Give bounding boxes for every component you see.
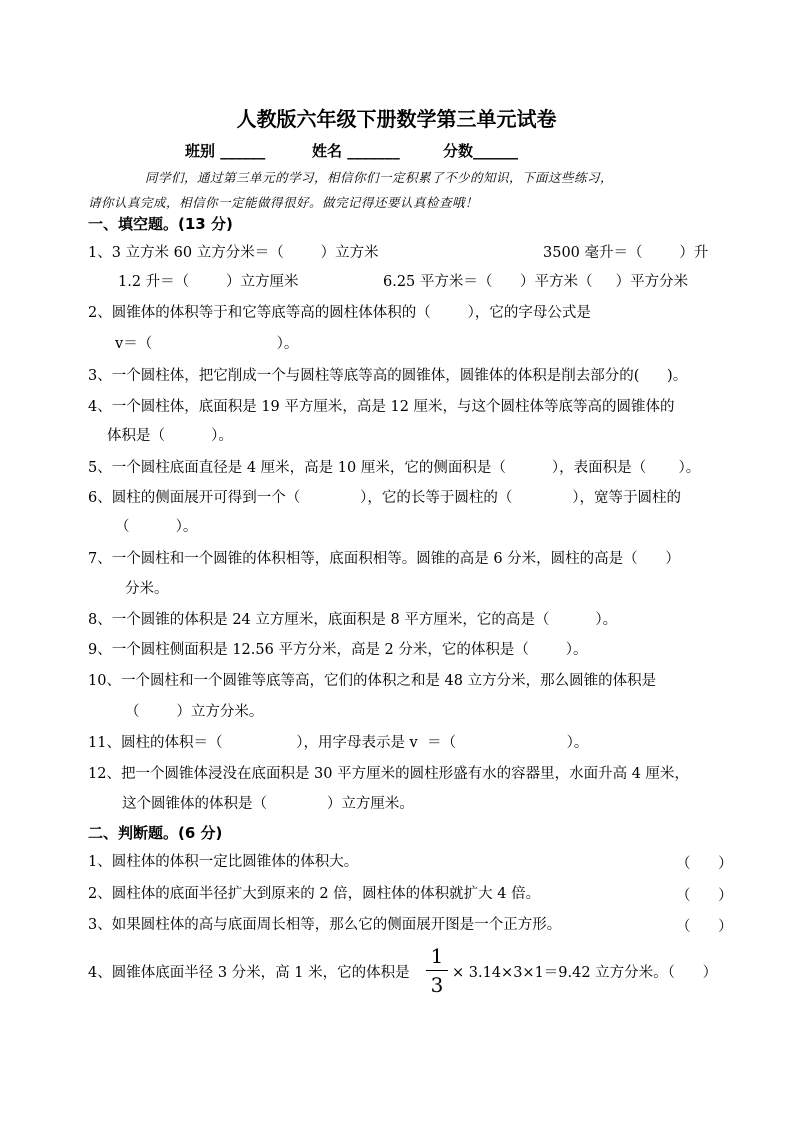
judge-question-4-prefix: 4、圆锥体底面半径 3 分米，高 1 米，它的体积是 (88, 965, 410, 981)
question-1c: 1.2 升＝（ ）立方厘米 (118, 274, 299, 290)
judge-question-4-suffix: × 3.14×3×1＝9.42 立方分米。（ ） (452, 965, 718, 981)
page-title: 人教版六年级下册数学第三单元试卷 (236, 107, 557, 131)
name-field-label: 姓名 _______ (312, 142, 400, 160)
question-4a: 4、一个圆柱体，底面积是 19 平方厘米，高是 12 厘米，与这个圆柱体等底等高的圆锥体的 (88, 399, 675, 415)
question-4b: 体积是（ ）。 (107, 428, 233, 444)
fraction-bar (426, 970, 448, 971)
question-12b: 这个圆锥体的体积是（ ）立方厘米。 (122, 796, 414, 812)
judge-answer-1[interactable]: （ ） (676, 856, 733, 872)
question-12a: 12、把一个圆锥体浸没在底面积是 30 平方厘米的圆柱形盛有水的容器里，水面升高 4 厘米， (88, 766, 690, 782)
judge-question-2: 2、圆柱体的底面半径扩大到原来的 2 倍，圆柱体的体积就扩大 4 倍。 (88, 886, 541, 902)
question-2a: 2、圆锥体的体积等于和它等底等高的圆柱体体积的（ ），它的字母公式是 (88, 305, 591, 321)
question-1b: 3500 毫升＝（ ）升 (543, 245, 709, 261)
question-6a: 6、圆柱的侧面展开可得到一个（ ），它的长等于圆柱的（ ），宽等于圆柱的 (88, 490, 682, 506)
judge-question-1: 1、圆柱体的体积一定比圆锥体的体积大。 (88, 854, 359, 870)
section-true-false-heading: 二、判断题。(6 分) (88, 824, 223, 842)
question-5: 5、一个圆柱底面直径是 4 厘米，高是 10 厘米，它的侧面积是（ ），表面积是（ ）。 (88, 460, 701, 476)
question-11: 11、圆柱的体积＝（ ），用字母表示是 v ＝（ ）。 (88, 735, 589, 751)
fraction-numerator: 1 (430, 944, 444, 968)
intro-line-1: 同学们，通过第三单元的学习，相信你们一定积累了不少的知识，下面这些练习， (145, 170, 614, 185)
question-1d: 6.25 平方米＝（ ）平方米（ ）平方分米 (383, 274, 689, 290)
fraction-denominator: 3 (430, 973, 444, 997)
question-1a: 1、3 立方米 60 立方分米＝（ ）立方米 (88, 245, 379, 261)
question-8: 8、一个圆锥的体积是 24 立方厘米，底面积是 8 平方厘米，它的高是（ ）。 (88, 612, 618, 628)
section-fill-blank-heading: 一、填空题。(13 分) (88, 215, 233, 233)
judge-answer-3[interactable]: （ ） (676, 919, 733, 935)
judge-question-3: 3、如果圆柱体的高与底面周长相等，那么它的侧面展开图是一个正方形。 (88, 917, 562, 933)
question-7a: 7、一个圆柱和一个圆锥的体积相等，底面积相等。圆锥的高是 6 分米，圆柱的高是（ ） (88, 551, 680, 567)
question-2b: v＝（ ）。 (115, 336, 299, 352)
question-10a: 10、一个圆柱和一个圆锥等底等高，它们的体积之和是 48 立方分米，那么圆锥的体积是 (88, 673, 657, 689)
judge-answer-2[interactable]: （ ） (676, 888, 733, 904)
question-10b: （ ）立方分米。 (125, 704, 264, 720)
intro-line-2: 请你认真完成，相信你一定能做得很好。做完记得还要认真检查哦！ (88, 195, 479, 210)
question-9: 9、一个圆柱侧面积是 12.56 平方分米，高是 2 分米，它的体积是（ ）。 (88, 642, 588, 658)
score-field-label: 分数______ (443, 142, 519, 160)
class-field-label: 班别 ______ (185, 142, 266, 160)
fraction-one-third (426, 944, 448, 997)
question-7b: 分米。 (125, 581, 169, 597)
question-3: 3、一个圆柱体，把它削成一个与圆柱等底等高的圆锥体，圆锥体的体积是削去部分的( )。 (88, 368, 688, 384)
question-6b: （ ）。 (115, 519, 198, 535)
